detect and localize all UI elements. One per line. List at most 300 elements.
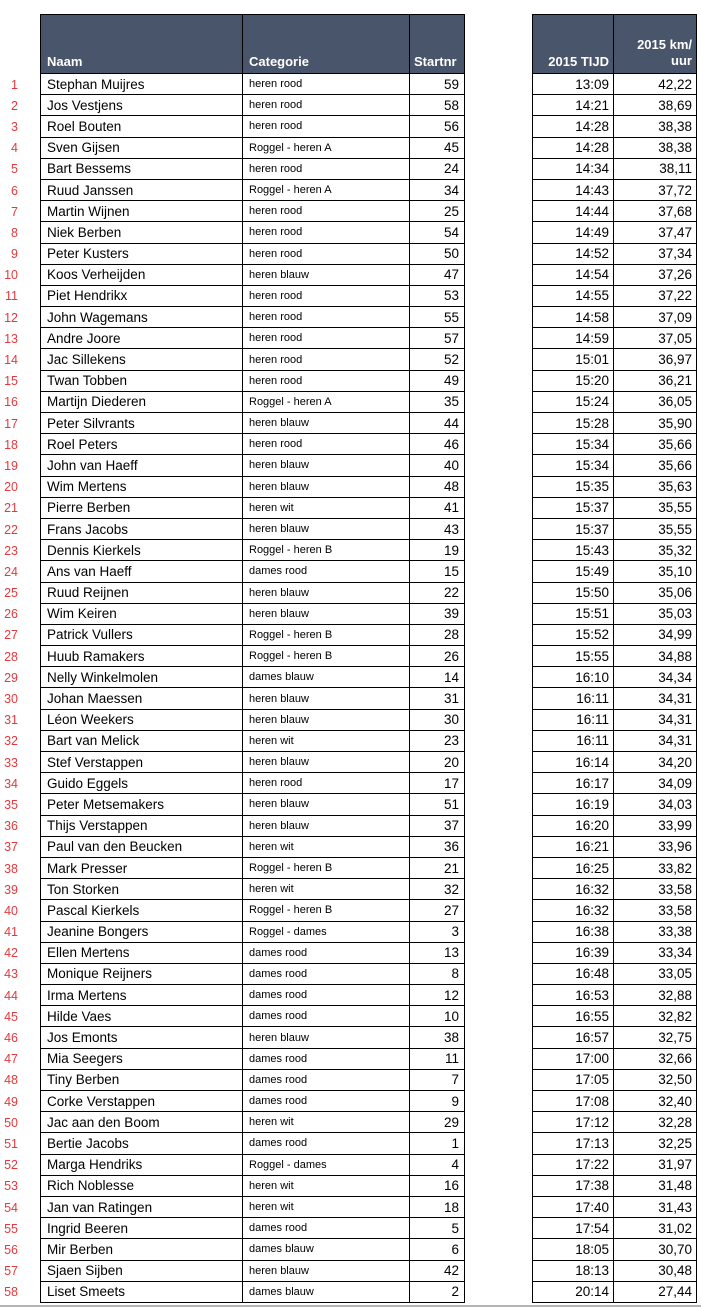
rank-number: 26	[4, 607, 18, 622]
start-number: 18	[410, 1197, 465, 1218]
table-row	[0, 95, 701, 116]
rider-category: heren rood	[243, 159, 410, 180]
rank-number: 18	[4, 437, 18, 452]
rider-name: Sven Gijsen	[40, 138, 243, 159]
rider-name: Johan Maessen	[40, 688, 243, 709]
table-row	[0, 265, 701, 286]
header-categorie: Categorie	[243, 14, 410, 74]
column-spacer	[465, 922, 532, 943]
speed-2015-km-uur: 38,38	[614, 138, 697, 159]
rank-number: 30	[4, 692, 18, 707]
time-2015: 18:13	[532, 1261, 614, 1282]
table-row	[0, 328, 701, 349]
start-number: 23	[410, 731, 465, 752]
table-row	[0, 434, 701, 455]
rank-number: 13	[4, 331, 18, 346]
column-spacer	[465, 74, 532, 95]
time-2015: 16:39	[532, 943, 614, 964]
time-2015: 16:20	[532, 816, 614, 837]
start-number: 13	[410, 943, 465, 964]
rider-category: Roggel - dames	[243, 922, 410, 943]
rider-category: Roggel - heren B	[243, 900, 410, 921]
rank-number: 58	[4, 1285, 18, 1300]
rider-category: heren blauw	[243, 688, 410, 709]
speed-2015-km-uur: 30,48	[614, 1261, 697, 1282]
rider-category: heren blauw	[243, 710, 410, 731]
time-2015: 15:51	[532, 604, 614, 625]
time-2015: 17:00	[532, 1049, 614, 1070]
column-spacer	[465, 540, 532, 561]
start-number: 6	[410, 1239, 465, 1260]
column-spacer	[465, 1261, 532, 1282]
rank-number: 33	[4, 755, 18, 770]
start-number: 48	[410, 477, 465, 498]
rank-number: 47	[4, 1052, 18, 1067]
rank-number: 35	[4, 797, 18, 812]
rider-name: Jos Emonts	[40, 1027, 243, 1048]
column-spacer	[465, 1155, 532, 1176]
rider-name: Bertie Jacobs	[40, 1133, 243, 1154]
rank-number: 5	[11, 162, 18, 177]
start-number: 25	[410, 201, 465, 222]
rider-category: dames rood	[243, 1006, 410, 1027]
rider-category: Roggel - dames	[243, 1155, 410, 1176]
speed-2015-km-uur: 32,25	[614, 1133, 697, 1154]
column-spacer	[465, 837, 532, 858]
rider-name: Dennis Kierkels	[40, 540, 243, 561]
time-2015: 15:24	[532, 392, 614, 413]
speed-2015-km-uur: 31,48	[614, 1176, 697, 1197]
rider-category: heren wit	[243, 1112, 410, 1133]
start-number: 28	[410, 625, 465, 646]
rider-category: heren rood	[243, 95, 410, 116]
start-number: 4	[410, 1155, 465, 1176]
column-spacer	[465, 349, 532, 370]
rank-number: 3	[11, 119, 18, 134]
time-2015: 14:21	[532, 95, 614, 116]
column-spacer	[465, 116, 532, 137]
start-number: 15	[410, 561, 465, 582]
column-spacer	[465, 1027, 532, 1048]
rank-number: 46	[4, 1031, 18, 1046]
column-spacer	[465, 858, 532, 879]
rider-name: Peter Metsemakers	[40, 794, 243, 815]
table-row	[0, 710, 701, 731]
rider-category: heren rood	[243, 116, 410, 137]
rider-category: heren blauw	[243, 1027, 410, 1048]
speed-2015-km-uur: 33,05	[614, 964, 697, 985]
rider-name: Nelly Winkelmolen	[40, 667, 243, 688]
rider-name: Patrick Vullers	[40, 625, 243, 646]
speed-2015-km-uur: 35,06	[614, 583, 697, 604]
time-2015: 16:57	[532, 1027, 614, 1048]
table-row	[0, 985, 701, 1006]
rank-number: 50	[4, 1115, 18, 1130]
column-spacer	[465, 265, 532, 286]
speed-2015-km-uur: 34,31	[614, 688, 697, 709]
table-row	[0, 371, 701, 392]
time-2015: 20:14	[532, 1282, 614, 1303]
speed-2015-km-uur: 34,99	[614, 625, 697, 646]
rider-category: dames rood	[243, 1091, 410, 1112]
time-2015: 18:05	[532, 1239, 614, 1260]
time-2015: 14:28	[532, 138, 614, 159]
start-number: 47	[410, 265, 465, 286]
speed-2015-km-uur: 36,21	[614, 371, 697, 392]
column-spacer	[465, 371, 532, 392]
start-number: 49	[410, 371, 465, 392]
table-row	[0, 201, 701, 222]
speed-2015-km-uur: 32,50	[614, 1070, 697, 1091]
start-number: 3	[410, 922, 465, 943]
rider-name: Corke Verstappen	[40, 1091, 243, 1112]
column-spacer	[465, 180, 532, 201]
rank-number: 9	[11, 247, 18, 262]
bottom-rule	[0, 1305, 701, 1307]
rider-category: heren blauw	[243, 477, 410, 498]
column-spacer	[465, 1091, 532, 1112]
column-spacer	[465, 667, 532, 688]
time-2015: 14:58	[532, 307, 614, 328]
table-row	[0, 1049, 701, 1070]
column-spacer	[465, 1197, 532, 1218]
column-spacer	[465, 498, 532, 519]
column-spacer	[465, 1239, 532, 1260]
start-number: 7	[410, 1070, 465, 1091]
rank-number: 49	[4, 1094, 18, 1109]
rider-name: Rich Noblesse	[40, 1176, 243, 1197]
start-number: 1	[410, 1133, 465, 1154]
rider-name: Andre Joore	[40, 328, 243, 349]
rider-name: Ellen Mertens	[40, 943, 243, 964]
speed-2015-km-uur: 34,20	[614, 752, 697, 773]
rider-category: heren blauw	[243, 519, 410, 540]
rider-category: heren rood	[243, 74, 410, 95]
time-2015: 17:12	[532, 1112, 614, 1133]
rank-number: 14	[4, 353, 18, 368]
column-spacer	[465, 604, 532, 625]
start-number: 58	[410, 95, 465, 116]
rider-name: Ruud Reijnen	[40, 583, 243, 604]
speed-2015-km-uur: 30,70	[614, 1239, 697, 1260]
rider-category: dames blauw	[243, 1239, 410, 1260]
rider-category: heren rood	[243, 222, 410, 243]
rank-number: 27	[4, 628, 18, 643]
table-row	[0, 244, 701, 265]
column-spacer	[465, 731, 532, 752]
rider-name: Mark Presser	[40, 858, 243, 879]
rider-category: heren blauw	[243, 604, 410, 625]
speed-2015-km-uur: 35,66	[614, 455, 697, 476]
start-number: 50	[410, 244, 465, 265]
rider-category: heren wit	[243, 498, 410, 519]
speed-2015-km-uur: 35,55	[614, 519, 697, 540]
speed-2015-km-uur: 42,22	[614, 74, 697, 95]
speed-2015-km-uur: 37,09	[614, 307, 697, 328]
rank-number: 29	[4, 670, 18, 685]
rank-number: 45	[4, 1009, 18, 1024]
start-number: 12	[410, 985, 465, 1006]
rank-number: 32	[4, 734, 18, 749]
column-spacer	[465, 583, 532, 604]
speed-2015-km-uur: 36,97	[614, 349, 697, 370]
rank-number: 1	[11, 77, 18, 92]
column-spacer	[465, 900, 532, 921]
speed-2015-km-uur: 38,38	[614, 116, 697, 137]
rider-name: John Wagemans	[40, 307, 243, 328]
speed-2015-km-uur: 34,31	[614, 731, 697, 752]
rider-category: dames rood	[243, 1133, 410, 1154]
start-number: 51	[410, 794, 465, 815]
rider-category: dames rood	[243, 1218, 410, 1239]
rider-name: Roel Bouten	[40, 116, 243, 137]
speed-2015-km-uur: 34,03	[614, 794, 697, 815]
header-2015-tijd: 2015 TIJD	[532, 14, 614, 74]
start-number: 46	[410, 434, 465, 455]
rider-name: Marga Hendriks	[40, 1155, 243, 1176]
table-row	[0, 583, 701, 604]
rider-name: Peter Kusters	[40, 244, 243, 265]
speed-2015-km-uur: 35,32	[614, 540, 697, 561]
rider-name: Ingrid Beeren	[40, 1218, 243, 1239]
start-number: 27	[410, 900, 465, 921]
rank-number: 23	[4, 543, 18, 558]
rank-number: 55	[4, 1221, 18, 1236]
time-2015: 15:50	[532, 583, 614, 604]
speed-2015-km-uur: 33,96	[614, 837, 697, 858]
time-2015: 17:38	[532, 1176, 614, 1197]
speed-2015-km-uur: 33,82	[614, 858, 697, 879]
column-spacer	[465, 561, 532, 582]
rank-number: 7	[11, 204, 18, 219]
table-row	[0, 1006, 701, 1027]
table-row	[0, 604, 701, 625]
start-number: 38	[410, 1027, 465, 1048]
speed-2015-km-uur: 33,58	[614, 879, 697, 900]
table-row	[0, 1218, 701, 1239]
rider-name: Tiny Berben	[40, 1070, 243, 1091]
speed-2015-km-uur: 32,88	[614, 985, 697, 1006]
rank-number: 21	[4, 501, 18, 516]
rank-number: 42	[4, 946, 18, 961]
rider-category: heren rood	[243, 286, 410, 307]
start-number: 14	[410, 667, 465, 688]
column-spacer	[465, 794, 532, 815]
start-number: 52	[410, 349, 465, 370]
speed-2015-km-uur: 31,02	[614, 1218, 697, 1239]
time-2015: 16:48	[532, 964, 614, 985]
column-spacer	[465, 879, 532, 900]
speed-2015-km-uur: 34,09	[614, 773, 697, 794]
start-number: 24	[410, 159, 465, 180]
rider-name: Hilde Vaes	[40, 1006, 243, 1027]
time-2015: 15:49	[532, 561, 614, 582]
table-row	[0, 943, 701, 964]
time-2015: 16:11	[532, 731, 614, 752]
time-2015: 15:34	[532, 434, 614, 455]
time-2015: 17:05	[532, 1070, 614, 1091]
rider-name: Wim Keiren	[40, 604, 243, 625]
rider-name: Mir Berben	[40, 1239, 243, 1260]
rank-gutter-header	[0, 14, 40, 74]
table-row	[0, 1197, 701, 1218]
speed-2015-km-uur: 34,31	[614, 710, 697, 731]
rank-number: 4	[11, 141, 18, 156]
table-row	[0, 625, 701, 646]
rider-name: Guido Eggels	[40, 773, 243, 794]
rank-number: 39	[4, 882, 18, 897]
speed-2015-km-uur: 33,99	[614, 816, 697, 837]
rider-name: Martijn Diederen	[40, 392, 243, 413]
table-row	[0, 1112, 701, 1133]
speed-2015-km-uur: 37,68	[614, 201, 697, 222]
rider-category: heren wit	[243, 837, 410, 858]
start-number: 31	[410, 688, 465, 709]
column-spacer	[465, 773, 532, 794]
time-2015: 14:34	[532, 159, 614, 180]
start-number: 40	[410, 455, 465, 476]
rank-number: 28	[4, 649, 18, 664]
rider-name: Bart van Melick	[40, 731, 243, 752]
table-row	[0, 922, 701, 943]
rider-category: heren rood	[243, 773, 410, 794]
time-2015: 16:32	[532, 879, 614, 900]
start-number: 2	[410, 1282, 465, 1303]
speed-2015-km-uur: 37,47	[614, 222, 697, 243]
speed-2015-km-uur: 37,22	[614, 286, 697, 307]
rank-number: 8	[11, 225, 18, 240]
start-number: 11	[410, 1049, 465, 1070]
table-row	[0, 561, 701, 582]
time-2015: 15:52	[532, 625, 614, 646]
start-number: 5	[410, 1218, 465, 1239]
table-row	[0, 752, 701, 773]
rank-number: 24	[4, 564, 18, 579]
column-spacer	[465, 688, 532, 709]
speed-2015-km-uur: 37,26	[614, 265, 697, 286]
rank-number: 12	[4, 310, 18, 325]
column-spacer	[465, 14, 532, 74]
time-2015: 15:37	[532, 498, 614, 519]
rank-number: 41	[4, 925, 18, 940]
rider-name: Pascal Kierkels	[40, 900, 243, 921]
column-spacer	[465, 1133, 532, 1154]
table-row	[0, 964, 701, 985]
column-spacer	[465, 138, 532, 159]
rider-category: heren rood	[243, 244, 410, 265]
start-number: 56	[410, 116, 465, 137]
rider-name: Piet Hendrikx	[40, 286, 243, 307]
rank-number: 40	[4, 903, 18, 918]
column-spacer	[465, 1282, 532, 1303]
start-number: 39	[410, 604, 465, 625]
table-row	[0, 1155, 701, 1176]
speed-2015-km-uur: 35,66	[614, 434, 697, 455]
rider-name: Jos Vestjens	[40, 95, 243, 116]
rider-category: Roggel - heren A	[243, 180, 410, 201]
table-row	[0, 1091, 701, 1112]
column-spacer	[465, 455, 532, 476]
column-spacer	[465, 519, 532, 540]
rider-name: Pierre Berben	[40, 498, 243, 519]
table-row	[0, 773, 701, 794]
speed-2015-km-uur: 32,40	[614, 1091, 697, 1112]
start-number: 53	[410, 286, 465, 307]
speed-2015-km-uur: 32,82	[614, 1006, 697, 1027]
speed-2015-km-uur: 35,63	[614, 477, 697, 498]
time-2015: 14:54	[532, 265, 614, 286]
rider-category: dames blauw	[243, 667, 410, 688]
rider-category: heren blauw	[243, 816, 410, 837]
column-spacer	[465, 752, 532, 773]
speed-2015-km-uur: 34,88	[614, 646, 697, 667]
rider-name: Stef Verstappen	[40, 752, 243, 773]
rider-category: heren rood	[243, 201, 410, 222]
table-row	[0, 222, 701, 243]
start-number: 54	[410, 222, 465, 243]
column-spacer	[465, 413, 532, 434]
start-number: 10	[410, 1006, 465, 1027]
speed-2015-km-uur: 36,05	[614, 392, 697, 413]
table-row	[0, 837, 701, 858]
rider-category: Roggel - heren B	[243, 646, 410, 667]
rider-category: Roggel - heren A	[243, 392, 410, 413]
rank-number: 57	[4, 1264, 18, 1279]
table-row	[0, 519, 701, 540]
speed-2015-km-uur: 32,66	[614, 1049, 697, 1070]
header-2015-km-uur	[614, 14, 697, 74]
rank-number: 54	[4, 1200, 18, 1215]
column-spacer	[465, 1218, 532, 1239]
column-spacer	[465, 328, 532, 349]
speed-2015-km-uur: 38,69	[614, 95, 697, 116]
time-2015: 15:28	[532, 413, 614, 434]
rider-category: heren blauw	[243, 455, 410, 476]
table-row	[0, 688, 701, 709]
column-spacer	[465, 286, 532, 307]
column-spacer	[465, 201, 532, 222]
rider-category: heren wit	[243, 731, 410, 752]
rider-category: Roggel - heren A	[243, 138, 410, 159]
speed-2015-km-uur: 37,34	[614, 244, 697, 265]
rider-category: dames rood	[243, 964, 410, 985]
column-spacer	[465, 1112, 532, 1133]
start-number: 22	[410, 583, 465, 604]
time-2015: 15:01	[532, 349, 614, 370]
rider-category: heren wit	[243, 1197, 410, 1218]
rider-name: Jeanine Bongers	[40, 922, 243, 943]
speed-2015-km-uur: 37,05	[614, 328, 697, 349]
time-2015: 16:21	[532, 837, 614, 858]
start-number: 20	[410, 752, 465, 773]
rider-name: Ans van Haeff	[40, 561, 243, 582]
rank-number: 36	[4, 819, 18, 834]
time-2015: 15:43	[532, 540, 614, 561]
rank-number: 34	[4, 776, 18, 791]
start-number: 19	[410, 540, 465, 561]
column-spacer	[465, 159, 532, 180]
table-row	[0, 900, 701, 921]
rank-number: 15	[4, 374, 18, 389]
time-2015: 15:37	[532, 519, 614, 540]
column-spacer	[465, 95, 532, 116]
speed-2015-km-uur: 33,58	[614, 900, 697, 921]
table-row	[0, 646, 701, 667]
header-startnr: Startnr	[410, 14, 465, 74]
time-2015: 17:40	[532, 1197, 614, 1218]
rider-category: heren rood	[243, 349, 410, 370]
rider-name: Jac aan den Boom	[40, 1112, 243, 1133]
